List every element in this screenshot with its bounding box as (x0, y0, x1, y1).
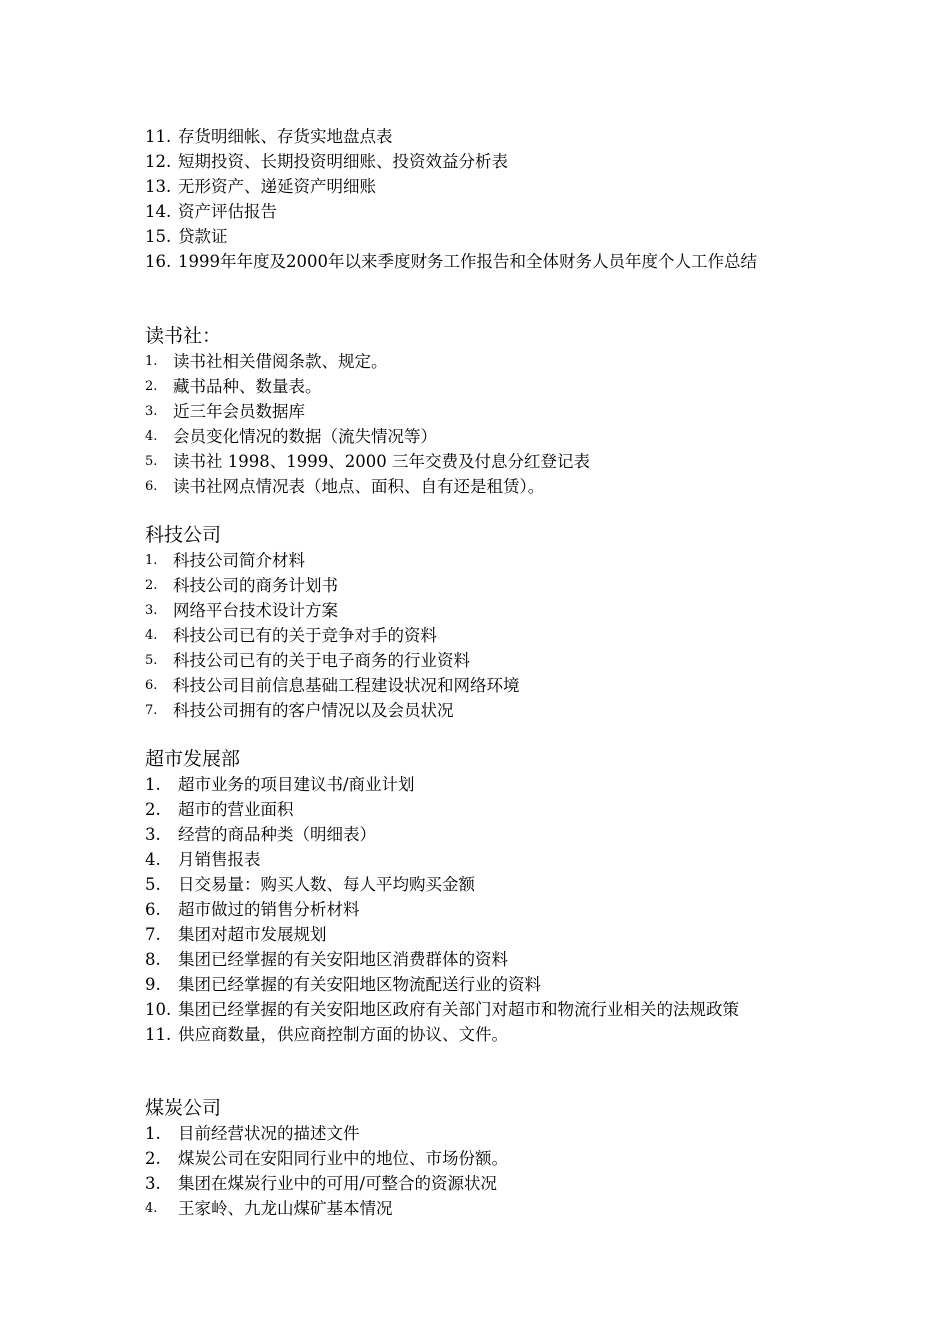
item-number: 3. (145, 1174, 161, 1193)
list-item (145, 449, 815, 474)
item-number: 12. (145, 152, 172, 171)
item-text: 存货明细帐、存货实地盘点表 (178, 127, 393, 146)
item-text: 会员变化情况的数据（流失情况等） (173, 427, 437, 446)
list-item (145, 847, 815, 872)
list-item (145, 399, 815, 424)
item-text: 读书社 1998、1999、2000 三年交费及付息分红登记表 (173, 452, 590, 471)
item-text: 资产评估报告 (178, 202, 277, 221)
item-number: 11. (145, 1025, 172, 1044)
item-text: 近三年会员数据库 (173, 402, 305, 421)
list-item (145, 1146, 815, 1171)
item-text: 供应商数量，供应商控制方面的协议、文件。 (178, 1025, 508, 1044)
item-number: 4. (145, 1201, 158, 1216)
list-item (145, 947, 815, 972)
item-text: 煤炭公司在安阳同行业中的地位、市场份额。 (178, 1149, 508, 1168)
item-number: 3. (145, 603, 158, 618)
item-text: 科技公司拥有的客户情况以及会员状况 (173, 701, 454, 720)
list-item (145, 772, 815, 797)
item-text: 集团在煤炭行业中的可用/可整合的资源状况 (178, 1174, 498, 1193)
list-item (145, 124, 815, 149)
list-item (145, 548, 815, 573)
item-text: 月销售报表 (178, 850, 261, 869)
item-number: 3. (145, 404, 158, 419)
item-number: 4. (145, 429, 158, 444)
item-number: 1. (145, 775, 161, 794)
item-text: 读书社相关借阅条款、规定。 (173, 352, 388, 371)
item-text: 无形资产、递延资产明细账 (178, 177, 376, 196)
item-number: 5. (145, 653, 158, 668)
item-number: 7. (145, 703, 158, 718)
list-item (145, 1022, 815, 1047)
item-text: 科技公司目前信息基础工程建设状况和网络环境 (173, 676, 520, 695)
item-number: 4. (145, 850, 161, 869)
list-item (145, 573, 815, 598)
item-text: 科技公司的商务计划书 (173, 576, 338, 595)
item-text: 读书社网点情况表（地点、面积、自有还是租赁）。 (173, 477, 545, 496)
list-item (145, 149, 815, 174)
item-number: 16. (145, 252, 172, 271)
section-title: 读书社： (145, 325, 222, 347)
item-text: 经营的商品种类（明细表） (178, 825, 376, 844)
item-number: 6. (145, 900, 161, 919)
item-text: 网络平台技术设计方案 (173, 601, 338, 620)
item-text: 集团已经掌握的有关安阳地区政府有关部门对超市和物流行业相关的法规政策 (178, 1000, 739, 1019)
list-item (145, 249, 805, 274)
tech-company-section (145, 522, 815, 723)
item-number: 1. (145, 553, 158, 568)
list-item (145, 997, 810, 1022)
list-item (145, 797, 815, 822)
item-text: 超市业务的项目建议书/商业计划 (178, 775, 415, 794)
item-text: 超市的营业面积 (178, 800, 294, 819)
list-item (145, 897, 815, 922)
item-number: 2. (145, 800, 161, 819)
item-number: 6. (145, 678, 158, 693)
item-text: 1999年年度及2000年以来季度财务工作报告和全体财务人员年度个人工作总结 (178, 252, 757, 271)
item-number: 14. (145, 202, 172, 221)
item-number: 1. (145, 354, 158, 369)
list-item (145, 1171, 815, 1196)
item-text: 藏书品种、数量表。 (173, 377, 322, 396)
item-number: 2. (145, 1149, 161, 1168)
item-number: 6. (145, 479, 158, 494)
list-item (145, 598, 815, 623)
list-item (145, 922, 815, 947)
list-item (145, 174, 815, 199)
coal-company-section (145, 1095, 815, 1221)
item-text: 目前经营状况的描述文件 (178, 1124, 360, 1143)
item-number: 8. (145, 950, 161, 969)
list-item (145, 224, 815, 249)
item-text: 科技公司已有的关于竞争对手的资料 (173, 626, 437, 645)
list-item (145, 972, 815, 997)
item-text: 短期投资、长期投资明细账、投资效益分析表 (178, 152, 508, 171)
item-number: 11. (145, 127, 172, 146)
item-text: 王家岭、九龙山煤矿基本情况 (178, 1199, 393, 1218)
item-number: 7. (145, 925, 161, 944)
list-top (145, 124, 815, 274)
section-title: 超市发展部 (145, 748, 241, 770)
item-number: 2. (145, 379, 158, 394)
list-item (145, 474, 815, 499)
list-item (145, 623, 815, 648)
item-number: 10. (145, 1000, 172, 1019)
item-number: 4. (145, 628, 158, 643)
list-item (145, 698, 815, 723)
item-text: 贷款证 (178, 227, 228, 246)
list-item (145, 424, 815, 449)
item-number: 2. (145, 578, 158, 593)
reading-club-section (145, 323, 815, 499)
list-item (145, 1121, 815, 1146)
item-text: 集团已经掌握的有关安阳地区消费群体的资料 (178, 950, 508, 969)
item-text: 科技公司已有的关于电子商务的行业资料 (173, 651, 470, 670)
item-number: 5. (145, 875, 161, 894)
list-item (145, 822, 815, 847)
list-item (145, 349, 815, 374)
list-item (145, 374, 815, 399)
item-text: 集团对超市发展规划 (178, 925, 327, 944)
item-number: 1. (145, 1124, 161, 1143)
item-number: 5. (145, 454, 158, 469)
section-title: 科技公司 (145, 524, 222, 546)
item-text: 科技公司简介材料 (173, 551, 305, 570)
item-number: 3. (145, 825, 161, 844)
item-text: 集团已经掌握的有关安阳地区物流配送行业的资料 (178, 975, 541, 994)
item-number: 15. (145, 227, 172, 246)
list-item (145, 199, 815, 224)
list-item (145, 673, 815, 698)
item-number: 13. (145, 177, 172, 196)
item-text: 日交易量：购买人数、每人平均购买金额 (178, 875, 475, 894)
item-text: 超市做过的销售分析材料 (178, 900, 360, 919)
list-item (145, 648, 815, 673)
section-title: 煤炭公司 (145, 1097, 222, 1119)
item-number: 9. (145, 975, 161, 994)
supermarket-section (145, 746, 815, 1047)
list-item (145, 1196, 815, 1221)
list-item (145, 872, 815, 897)
